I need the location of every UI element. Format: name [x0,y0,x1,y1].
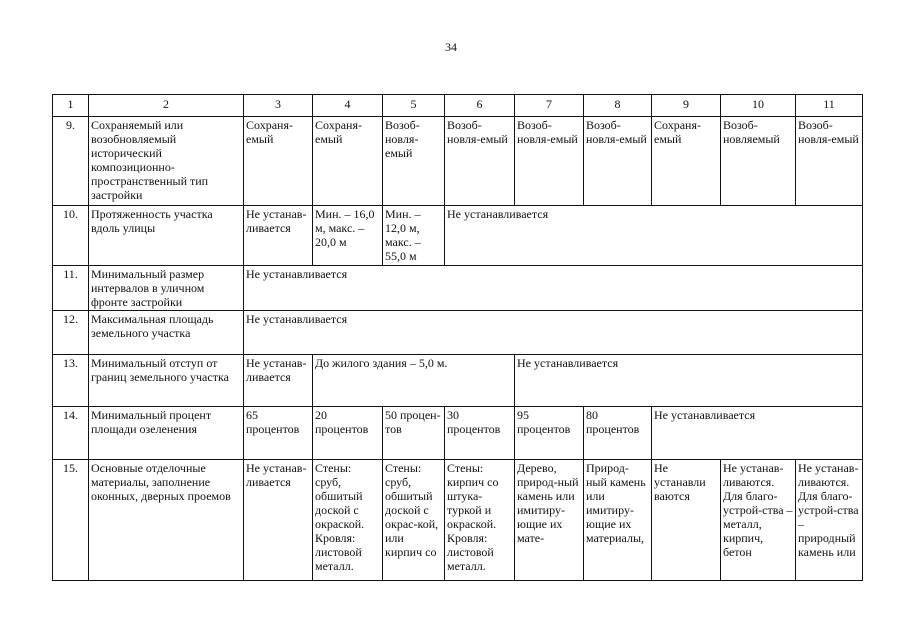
header-cell: 1 [53,95,89,117]
header-cell: 2 [89,95,244,117]
header-cell: 6 [445,95,515,117]
table-cell: 95 процентов [515,407,584,460]
table-cell: Возоб-новля-емый [584,117,652,206]
table-cell: Возоб-новля-емый [383,117,445,206]
row-label: Минимальный размер интервалов в уличном фронте застройки [89,266,244,311]
table-cell: Возоб-новля-емый [445,117,515,206]
table-cell: Стены: сруб, обшитый доской с окраской. Кровля: листовой металл. [313,460,383,581]
row-label: Минимальный отступ от границ земельного участка [89,355,244,407]
table-row [53,407,863,460]
table-cell: Не устанавли ваются [652,460,721,581]
table-cell-merged: Не устанавливается [244,311,863,355]
row-label: Сохраняемый или возобновляемый исторический композиционно-пространственный тип застройки [89,117,244,206]
header-cell: 7 [515,95,584,117]
table-cell: Стены: сруб, обшитый доской с окрас-кой, или кирпич со [383,460,445,581]
header-cell: 4 [313,95,383,117]
row-label: Минимальный процент площади озеленения [89,407,244,460]
table-cell: Возоб-новля-емый [796,117,863,206]
table-cell: Природ-ный камень или имитиру-ющие их материалы, [584,460,652,581]
table-cell: Не устанав-ливается [244,355,313,407]
header-cell: 9 [652,95,721,117]
row-number: 15. [53,460,89,581]
row-number: 10. [53,206,89,266]
table-cell-merged: До жилого здания – 5,0 м. [313,355,515,407]
table-row [53,117,863,206]
header-cell: 10 [721,95,796,117]
header-cell: 8 [584,95,652,117]
table-cell: Не устанав-ливаются. Для благо-устрой-ства – природный камень или [796,460,863,581]
page-number: 34 [445,40,457,54]
table-cell-merged: Не устанавливается [445,206,863,266]
table-row [53,311,863,355]
table-cell: 80 процентов [584,407,652,460]
table-cell: Возоб-новля-емый [515,117,584,206]
table-cell: 30 процентов [445,407,515,460]
row-number: 12. [53,311,89,355]
row-label: Максимальная площадь земельного участка [89,311,244,355]
table-cell: Мин. – 12,0 м, макс. – 55,0 м [383,206,445,266]
header-cell: 11 [796,95,863,117]
table-cell: Сохраня-емый [652,117,721,206]
table-cell: 65 процентов [244,407,313,460]
table-cell-merged: Не устанавливается [652,407,863,460]
row-number: 13. [53,355,89,407]
row-number: 9. [53,117,89,206]
table-cell-merged: Не устанавливается [244,266,863,311]
table-cell: Стены: кирпич со штука-туркой и окраской. Кровля: листовой металл. [445,460,515,581]
table-cell: 50 процен-тов [383,407,445,460]
row-number: 11. [53,266,89,311]
table-cell-merged: Не устанавливается [515,355,863,407]
table-row [53,460,863,581]
regulations-table [52,94,863,581]
row-label: Протяженность участка вдоль улицы [89,206,244,266]
header-cell: 5 [383,95,445,117]
table-row [53,206,863,266]
header-cell: 3 [244,95,313,117]
table-row [53,355,863,407]
table-cell: Не устанав-ливается [244,460,313,581]
row-label: Основные отделочные материалы, заполнение оконных, дверных проемов [89,460,244,581]
table-cell: Возоб-новляемый [721,117,796,206]
row-number: 14. [53,407,89,460]
table-cell: 20 процентов [313,407,383,460]
table-cell: Мин. – 16,0 м, макс. – 20,0 м [313,206,383,266]
table-cell: Не устанав-ливаются. Для благо-устрой-ства – металл, кирпич, бетон [721,460,796,581]
table-row [53,266,863,311]
table-cell: Не устанав-ливается [244,206,313,266]
table-cell: Дерево, природ-ный камень или имитиру-ющие их мате- [515,460,584,581]
table-cell: Сохраня-емый [313,117,383,206]
header-row [53,95,863,117]
table-cell: Сохраня-емый [244,117,313,206]
